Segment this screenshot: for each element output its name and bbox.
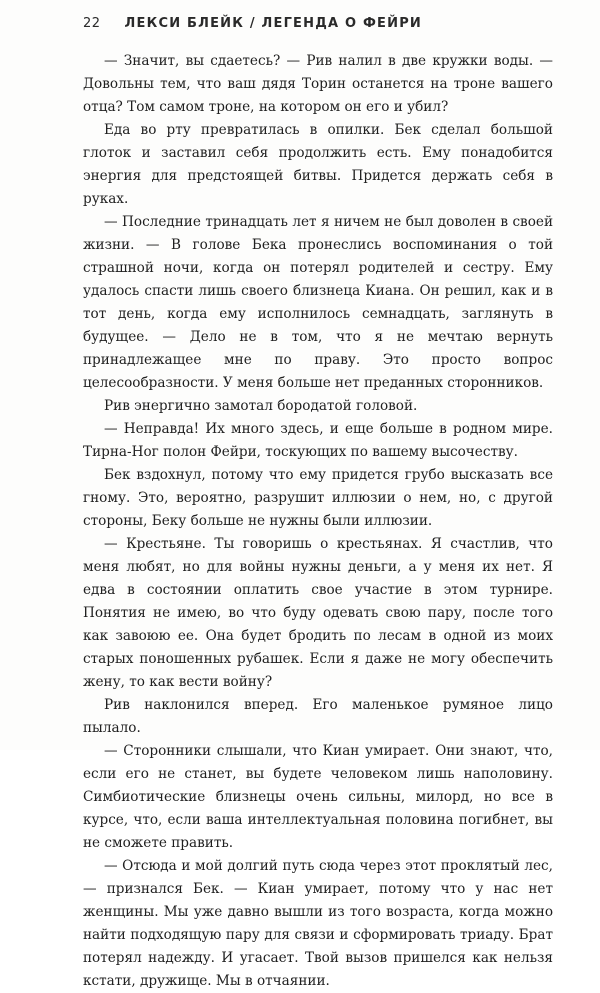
paragraph: Еда во рту превратилась в опилки. Бек сделал большой глоток и заставил себя продолжить есть. Ему понадобится энергия для предстоящей битвы. Придется держать себя в руках. [83, 122, 553, 207]
running-head [83, 16, 553, 40]
paragraph: Рив наклонился вперед. Его маленькое румяное лицо пылало. [83, 697, 553, 736]
paragraph: — Крестьяне. Ты говоришь о крестьянах. Я счастлив, что меня любят, но для войны нужны деньги, а у меня их нет. Я едва в состоянии оплатить свое участие в этом турнире. Понятия не имею, во что буду одевать свою пару, после того как завоюю ее. Она будет бродить по лесам в одной из моих старых поношенных рубашек. Если я даже не могу обеспечить жену, то как вести войну? [83, 536, 553, 690]
paragraph: — Значит, вы сдаетесь? — Рив налил в две кружки воды. — Довольны тем, что ваш дядя Торин останется на троне вашего отца? Том самом троне, на котором он его и убил? [83, 53, 553, 115]
paragraph: — Сторонники слышали, что Киан умирает. Они знают, что, если его не станет, вы будете человеком лишь наполовину. Симбиотические близнецы очень сильны, милорд, но все в курсе, что, если ваша интеллектуальная половина погибнет, вы не сможете править. [83, 743, 553, 851]
body-text [83, 50, 553, 993]
running-head-title: ЛЕКСИ БЛЕЙК / ЛЕГЕНДА О ФЕЙРИ [124, 16, 423, 31]
paragraph: — Последние тринадцать лет я ничем не был доволен в своей жизни. — В голове Бека пронеслись воспоминания о той страшной ночи, когда он потерял родителей и сестру. Ему удалось спасти лишь своего близнеца Киана. Он решил, как и в тот день, когда ему исполнилось семнадцать, заглянуть в будущее. — Дело не в том, что я не мечтаю вернуть принадлежащее мне по праву. Это просто вопрос целесообразности. У меня больше нет преданных сторонников. [83, 214, 553, 391]
paragraph: Бек вздохнул, потому что ему придется грубо высказать все гному. Это, вероятно, разрушит иллюзии о нем, но, с другой стороны, Беку больше не нужны были иллюзии. [83, 467, 553, 529]
paragraph: — Неправда! Их много здесь, и еще больше в родном мире. Тирна-Ног полон Фейри, тоскующих по вашему высочеству. [83, 421, 553, 460]
paragraph: — Отсюда и мой долгий путь сюда через этот проклятый лес, — признался Бек. — Киан умирает, потому что у нас нет женщины. Мы уже давно вышли из того возраста, когда можно найти подходящую пару для связи и сформировать триаду. Брат потерял надежду. И угасает. Твой вызов пришелся как нельзя кстати, дружище. Мы в отчаянии. [83, 858, 553, 989]
page-number: 22 [83, 16, 101, 31]
paragraph: Рив энергично замотал бородатой головой. [104, 398, 418, 414]
